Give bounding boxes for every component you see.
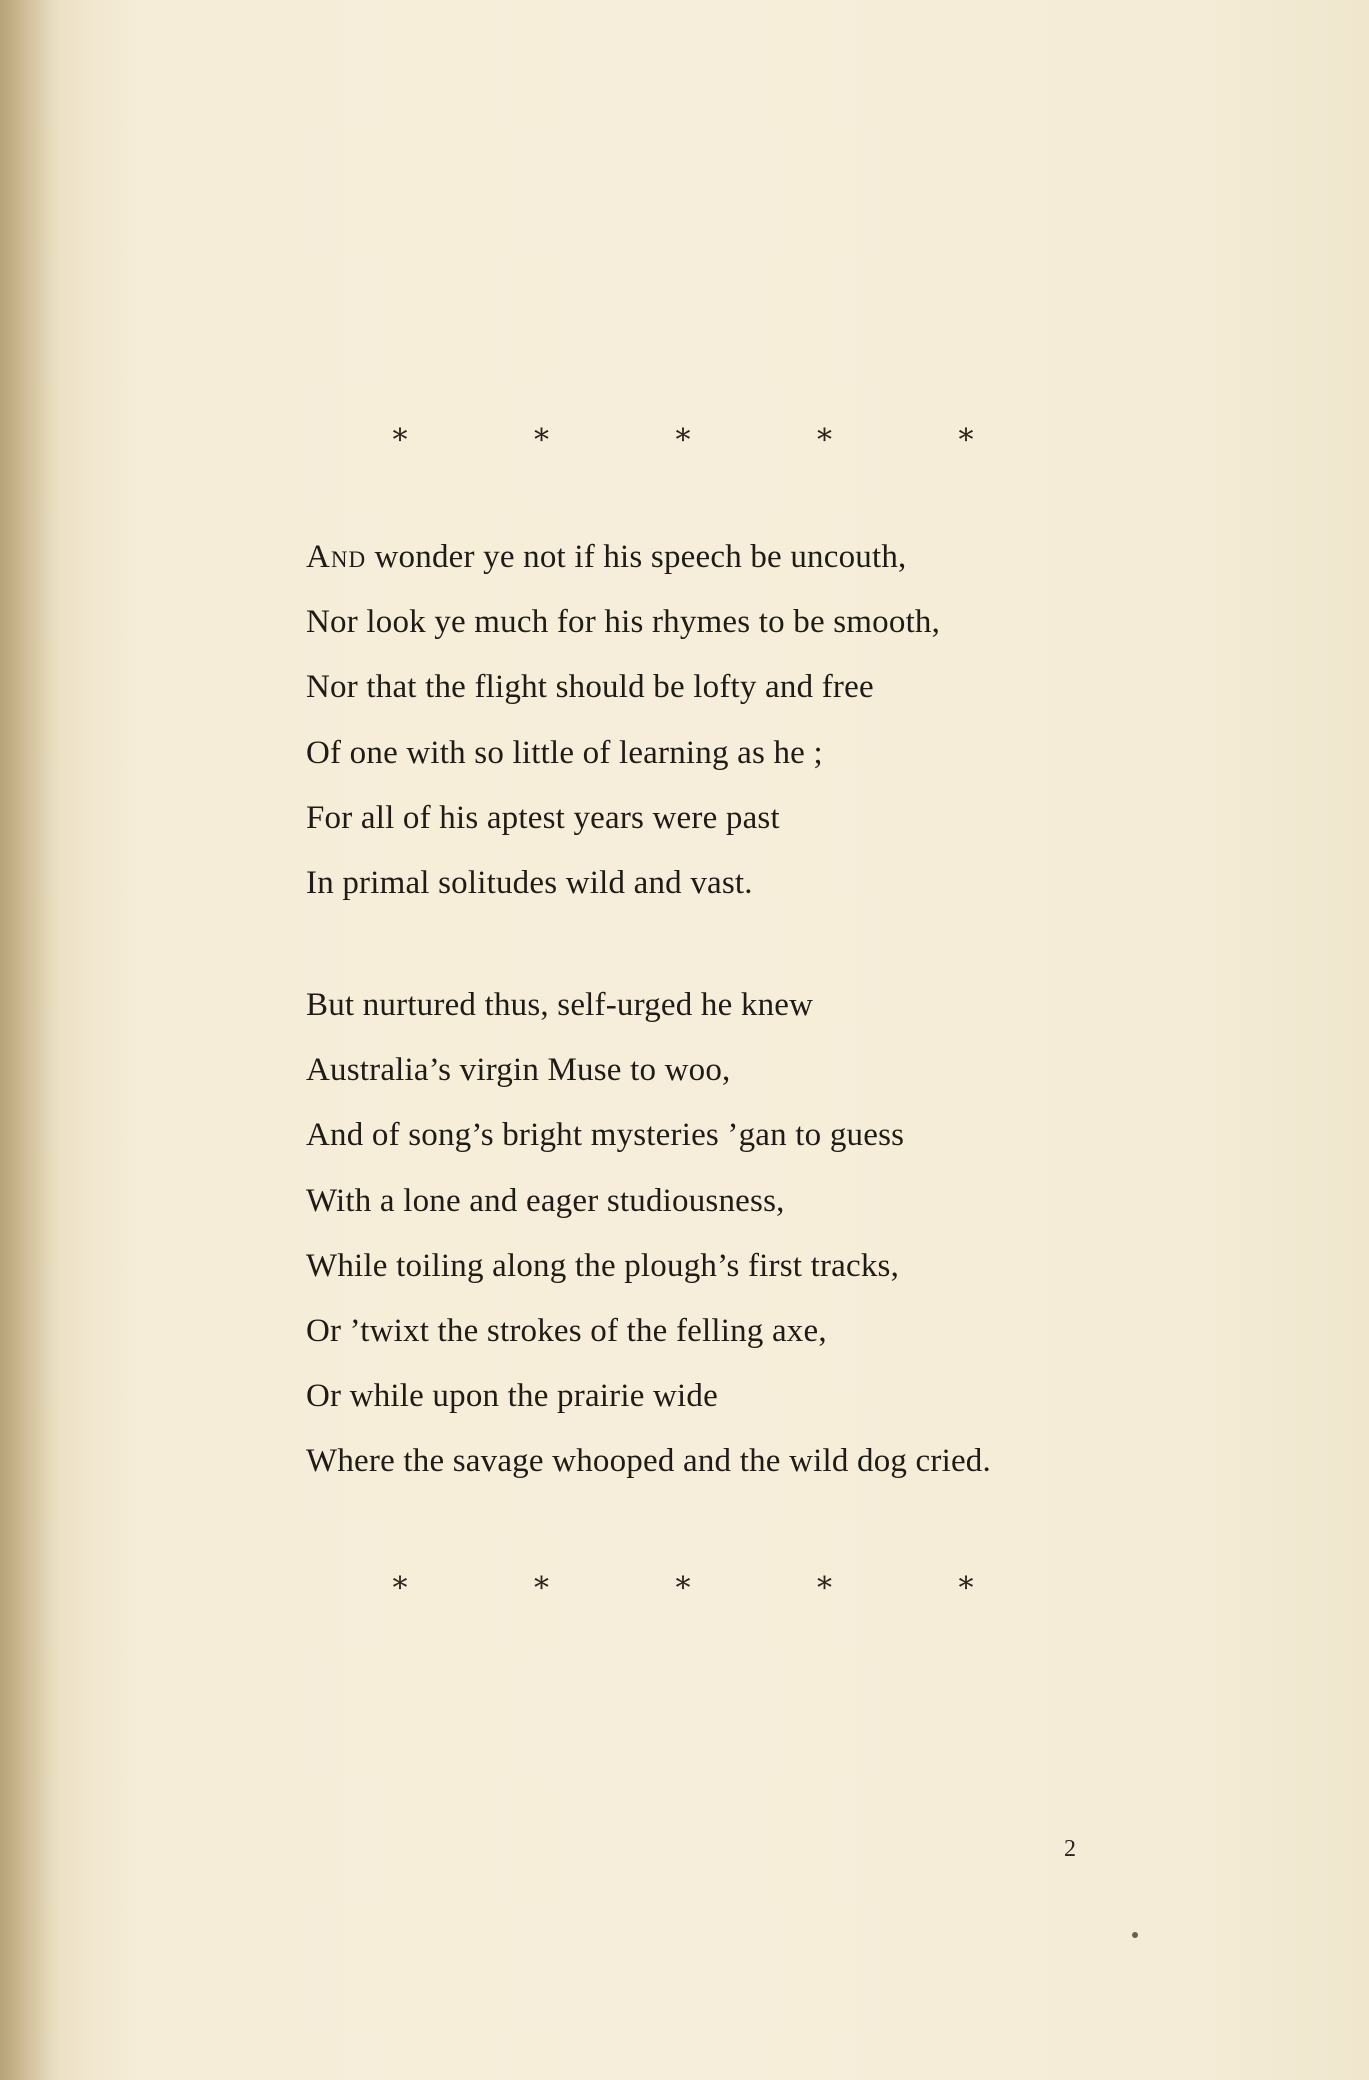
stanza-1 xyxy=(306,525,1206,916)
poem-line: In primal solitudes wild and vast. xyxy=(306,865,753,902)
poem-line: And of song’s bright mysteries ’gan to guess xyxy=(306,1117,905,1154)
asterisk: * xyxy=(675,1571,691,1606)
stanza-2 xyxy=(306,973,1206,1495)
poem-line xyxy=(306,525,1206,590)
poem-line: But nurtured thus, self-urged he knew xyxy=(306,987,814,1023)
page-number: 2 xyxy=(1064,1836,1076,1862)
asterisk: * xyxy=(392,423,408,458)
poem-line: Of one with so little of learning as he ; xyxy=(306,734,823,771)
opening-line-text: wonder ye not if his speech be uncouth, xyxy=(366,539,907,575)
poem-line: Or while upon the prairie wide xyxy=(306,1378,718,1415)
asterisk: * xyxy=(958,423,974,458)
poem-line: While toiling along the plough’s first tracks, xyxy=(306,1247,900,1284)
poem-line: Australia’s virgin Muse to woo, xyxy=(306,1052,731,1089)
poem-line: For all of his aptest years were past xyxy=(306,799,780,836)
opening-small-caps: And xyxy=(306,539,367,575)
poem-line: Nor that the flight should be lofty and free xyxy=(306,669,874,706)
poem-line: Where the savage whooped and the wild dog cried. xyxy=(306,1443,991,1480)
poem-line: With a lone and eager studiousness, xyxy=(306,1182,785,1219)
asterisk: * xyxy=(675,423,691,458)
ornament-top xyxy=(388,423,978,458)
asterisk: * xyxy=(392,1571,408,1606)
asterisk: * xyxy=(958,1571,974,1606)
binding-gutter-shadow xyxy=(0,0,60,2080)
ornament-bottom xyxy=(388,1571,978,1606)
asterisk: * xyxy=(817,1571,832,1606)
asterisk: * xyxy=(534,423,549,458)
paper-speck xyxy=(1132,1932,1138,1938)
asterisk: * xyxy=(534,1571,549,1606)
asterisk: * xyxy=(817,423,832,458)
poem-line: Nor look ye much for his rhymes to be smooth, xyxy=(306,604,941,641)
poem-line: Or ’twixt the strokes of the felling axe, xyxy=(306,1313,827,1350)
